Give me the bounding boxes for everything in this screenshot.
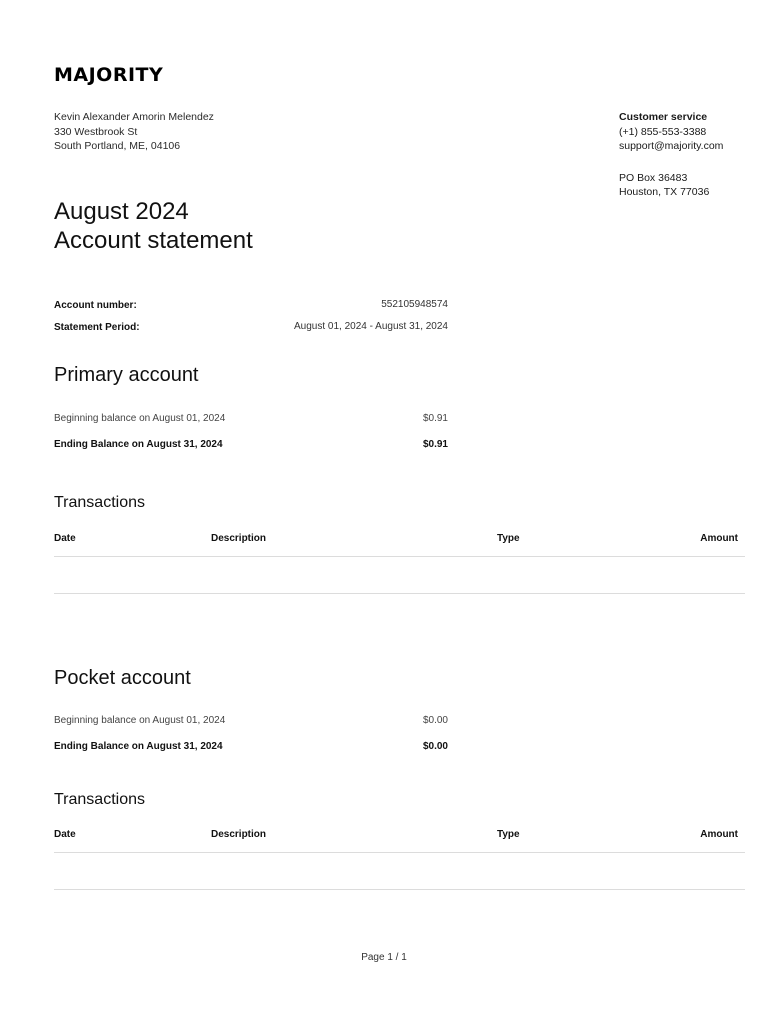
pocket-col-description: Description [211,829,267,840]
pocket-col-amount: Amount [700,829,738,840]
pocket-col-type: Type [497,829,520,840]
statement-month: August 2024 [54,198,189,225]
statement-title [54,197,253,255]
customer-service-email: support@majority.com [619,140,724,152]
pocket-begin-value: $0.00 [422,715,448,726]
primary-col-date: Date [54,533,76,544]
primary-end-value: $0.91 [422,439,448,450]
statement-period-label: Statement Period: [54,322,140,333]
customer-service-block [619,110,723,200]
primary-col-type: Type [497,533,520,544]
primary-begin-value: $0.91 [422,413,448,424]
customer-address [54,110,214,154]
pocket-end-value: $0.00 [422,741,448,752]
pocket-begin-label: Beginning balance on August 01, 2024 [54,715,226,726]
page-number: Page 1 / 1 [361,952,407,963]
pocket-transactions-title: Transactions [54,791,145,808]
primary-transactions-title: Transactions [54,494,145,511]
primary-account-title: Primary account [54,364,199,386]
pocket-table-divider-bottom [54,889,745,890]
account-number-value: 552105948574 [381,299,448,310]
primary-table-divider-bottom [54,593,745,594]
primary-table-divider-top [54,556,745,557]
primary-begin-label: Beginning balance on August 01, 2024 [54,413,226,424]
pocket-account-title: Pocket account [54,667,191,689]
primary-col-description: Description [211,533,267,544]
account-number-label: Account number: [54,300,137,311]
customer-service-title: Customer service [619,111,708,123]
primary-col-amount: Amount [700,533,738,544]
pocket-table-divider-top [54,852,745,853]
statement-period-value: August 01, 2024 - August 31, 2024 [293,321,448,332]
majority-logo: MAJORITY [54,64,164,86]
customer-service-city: Houston, TX 77036 [619,186,710,198]
pocket-end-label: Ending Balance on August 31, 2024 [54,741,223,752]
customer-city: South Portland, ME, 04106 [54,140,181,152]
customer-service-po-box: PO Box 36483 [619,171,688,184]
customer-street: 330 Westbrook St [54,125,138,138]
pocket-col-date: Date [54,829,76,840]
customer-service-phone: (+1) 855-553-3388 [619,125,707,138]
statement-heading: Account statement [54,227,253,254]
customer-name: Kevin Alexander Amorin Melendez [54,111,214,123]
primary-end-label: Ending Balance on August 31, 2024 [54,439,223,450]
